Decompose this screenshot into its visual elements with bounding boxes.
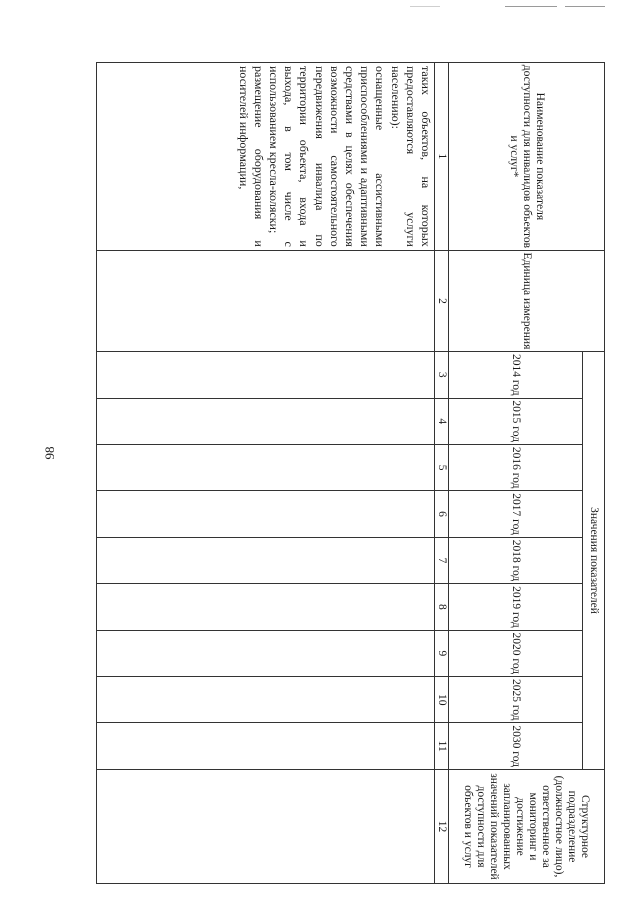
table-row: [97, 63, 435, 884]
column-number: 4: [435, 398, 449, 444]
column-number: 9: [435, 630, 449, 676]
empty-cell: [97, 398, 435, 444]
header-year-2016: 2016 год: [449, 444, 583, 490]
header-year-2018: 2018 год: [449, 537, 583, 583]
empty-cell: [97, 630, 435, 676]
empty-cell: [97, 769, 435, 883]
column-number: 8: [435, 584, 449, 630]
header-values-group: Значения показателей: [583, 352, 605, 770]
empty-cell: [97, 352, 435, 398]
scan-artifact-line: [565, 6, 605, 7]
column-number: 11: [435, 723, 449, 770]
indicator-description: таких объектов, на которых предоставляются услуги населению): оснащенные ассистивными приспособлениями и адаптивными средствами в целях обеспечения возможности самостоятельного передвижения инвалида по территории объекта, входа и выхода, в том числе с использованием кресла-коляски; размещение оборудования и носителей информации,: [97, 63, 435, 251]
column-number: 3: [435, 352, 449, 398]
column-number: 5: [435, 444, 449, 490]
header-year-2019: 2019 год: [449, 584, 583, 630]
empty-cell: [97, 723, 435, 770]
column-number: 2: [435, 250, 449, 351]
empty-cell: [97, 250, 435, 351]
header-indicator-name: Наименование показателя доступности для инвалидов объектов и услуг*: [449, 63, 605, 251]
empty-cell: [97, 537, 435, 583]
column-number: 10: [435, 677, 449, 723]
header-year-2017: 2017 год: [449, 491, 583, 537]
accessibility-indicators-table: [96, 62, 605, 884]
empty-cell: [97, 444, 435, 490]
column-number-row: [435, 63, 449, 884]
column-number: 7: [435, 537, 449, 583]
header-unit: Единица измерения: [449, 250, 605, 351]
scan-artifact-line: [505, 6, 557, 7]
column-number: 6: [435, 491, 449, 537]
empty-cell: [97, 584, 435, 630]
header-year-2025: 2025 год: [449, 677, 583, 723]
header-responsible-unit: Структурное подразделение (должностное лицо), ответственное за мониторинг и достижение запланированных значений показателей доступности для объектов и услуг: [449, 769, 605, 883]
column-number: 12: [435, 769, 449, 883]
column-number: 1: [435, 63, 449, 251]
scan-artifact-line: [410, 6, 440, 7]
rotated-table-container: [93, 62, 605, 884]
header-year-2015: 2015 год: [449, 398, 583, 444]
header-year-2020: 2020 год: [449, 630, 583, 676]
header-year-2014: 2014 год: [449, 352, 583, 398]
header-year-2030: 2030 год: [449, 723, 583, 770]
empty-cell: [97, 677, 435, 723]
empty-cell: [97, 491, 435, 537]
page-number: 98: [42, 446, 57, 460]
